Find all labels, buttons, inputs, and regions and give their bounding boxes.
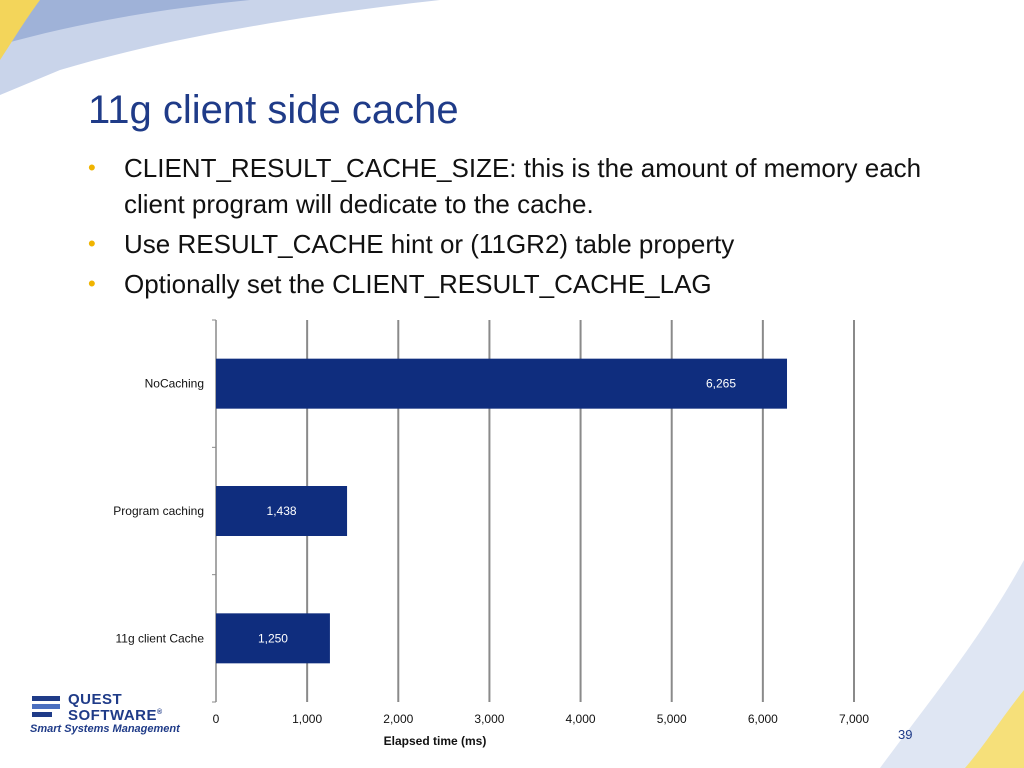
x-tick-label: 6,000	[747, 712, 778, 726]
bar	[216, 359, 787, 409]
x-tick-label: 7,000	[838, 712, 870, 726]
logo-tagline: Smart Systems Management	[30, 723, 180, 735]
x-tick-label: 3,000	[474, 712, 505, 726]
bullet-dot-icon: •	[88, 231, 96, 256]
bullet-dot-icon: •	[88, 155, 96, 180]
bars	[216, 359, 787, 664]
bullet-dot-icon: •	[88, 271, 96, 296]
x-tick-label: 2,000	[383, 712, 414, 726]
bullet-text: Optionally set the CLIENT_RESULT_CACHE_LAG	[124, 269, 712, 299]
x-axis-label: Elapsed time (ms)	[383, 734, 487, 748]
category-label: 11g client Cache	[115, 631, 204, 646]
x-tick-label: 5,000	[656, 712, 687, 726]
quest-software-logo	[30, 692, 200, 738]
registered-mark: ®	[157, 709, 163, 716]
x-tick-label: 4,000	[565, 712, 596, 726]
slide-title: 11g client side cache	[88, 88, 459, 132]
data-label: 1,438	[266, 504, 297, 518]
chart-labels	[113, 377, 869, 748]
bullet-text: CLIENT_RESULT_CACHE_SIZE: this is the amount of memory each client program will dedicate to the cache.	[124, 153, 922, 219]
logo-text-software	[68, 706, 163, 723]
data-label: 6,265	[705, 376, 737, 391]
category-label: Program caching	[113, 504, 204, 518]
quest-logo-icon	[30, 692, 64, 720]
logo-text-software-word: SOFTWARE	[68, 707, 157, 724]
x-tick-label: 0	[212, 712, 220, 726]
bullet-text: Use RESULT_CACHE hint or (11GR2) table property	[124, 229, 735, 259]
logo-text-quest: QUEST	[68, 691, 123, 708]
category-label: NoCaching	[144, 376, 204, 391]
x-tick-label: 1,000	[292, 712, 323, 726]
page-number: 39	[898, 727, 913, 742]
data-label: 1,250	[257, 631, 288, 646]
